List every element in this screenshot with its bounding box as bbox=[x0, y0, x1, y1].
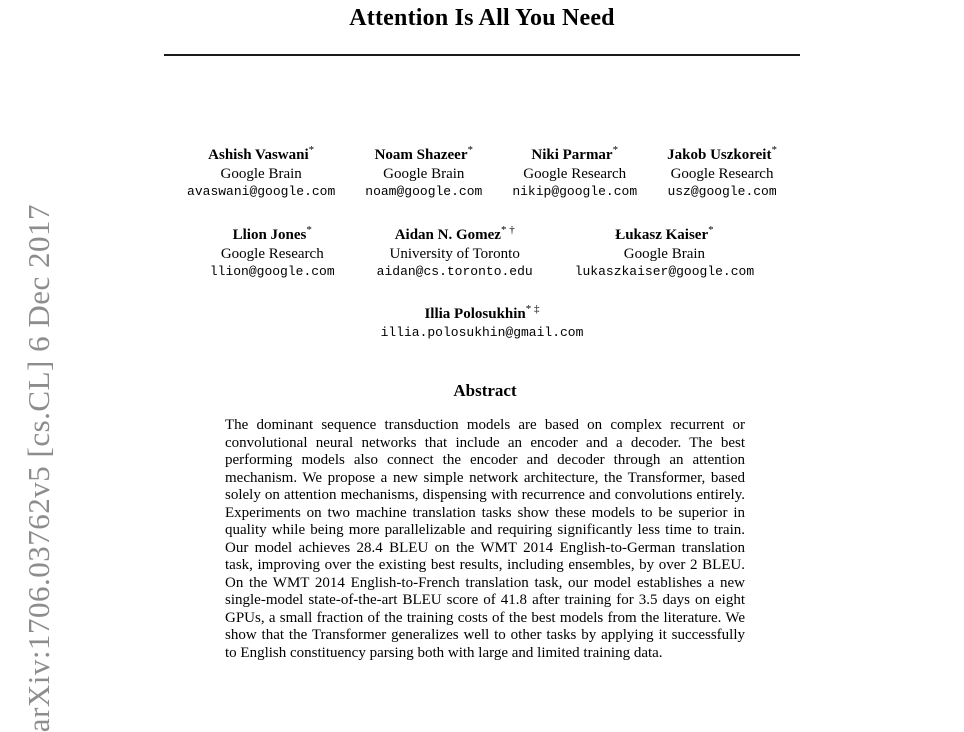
title-rule bbox=[164, 54, 800, 56]
arxiv-watermark: arXiv:1706.03762v5 [cs.CL] 6 Dec 2017 bbox=[21, 203, 56, 732]
authors-row-2 bbox=[0, 221, 964, 281]
author-email: illia.polosukhin@gmail.com bbox=[380, 325, 584, 340]
author-footnote-mark: * bbox=[771, 144, 777, 156]
author-block-vaswani bbox=[187, 141, 335, 201]
author-footnote-mark: * bbox=[308, 144, 315, 156]
author-name-text: Aidan N. Gomez bbox=[394, 227, 501, 243]
author-name-text: Łukasz Kaiser bbox=[615, 227, 709, 243]
author-name bbox=[365, 141, 482, 165]
author-footnote-mark: * bbox=[612, 144, 619, 156]
author-name-text: Llion Jones bbox=[232, 227, 307, 243]
author-affiliation: Google Brain bbox=[220, 166, 302, 182]
abstract-text: The dominant sequence transduction models are based on complex recurrent or convolutional neural networks that include an encoder and a decoder. The best performing models also connect the encoder and decoder through an attention mechanism. We propose a new simple network architecture, the Transformer, based solely on attention mechanisms, dispensing with recurrence and convolutions entirely. Experiments on two machine translation tasks show these models to be superior in quality while being more parallelizable and requiring significantly less time to train. Our model achieves 28.4 BLEU on the WMT 2014 English-to-German translation task, improving over the existing best results, including ensembles, by over 2 BLEU. On the WMT 2014 English-to-French translation task, our model establishes a new single-model state-of-the-art BLEU score of 41.8 after training for 3.5 days on eight GPUs, a small fraction of the training costs of the best models from the literature. We show that the Transformer generalizes well to other tasks by applying it successfully to English constituency parsing both with large and limited training data. bbox=[225, 417, 745, 661]
author-name-text: Niki Parmar bbox=[531, 147, 613, 163]
author-block-parmar bbox=[512, 141, 637, 201]
author-block-jones bbox=[210, 221, 335, 281]
author-footnote-mark: * bbox=[467, 144, 473, 156]
author-email: avaswani@google.com bbox=[187, 184, 336, 199]
author-name bbox=[377, 221, 533, 245]
author-affiliation: University of Toronto bbox=[389, 246, 520, 262]
author-affiliation: Google Brain bbox=[623, 246, 706, 262]
abstract-heading: Abstract bbox=[453, 381, 517, 400]
author-name bbox=[187, 141, 335, 165]
author-affiliation: Google Brain bbox=[383, 166, 465, 182]
author-name-text: Jakob Uszkoreit bbox=[667, 147, 772, 163]
author-email: llion@google.com bbox=[209, 264, 335, 279]
author-name-text: Ashish Vaswani bbox=[208, 147, 309, 163]
author-email: usz@google.com bbox=[667, 184, 777, 199]
author-affiliation: Google Research bbox=[523, 166, 627, 182]
author-name-text: Noam Shazeer bbox=[374, 147, 468, 163]
author-name bbox=[575, 221, 754, 245]
paper-title: Attention Is All You Need bbox=[349, 5, 615, 31]
authors-row-1 bbox=[0, 141, 964, 201]
author-footnote-mark: * bbox=[306, 224, 312, 236]
author-email: aidan@cs.toronto.edu bbox=[376, 264, 533, 279]
author-affiliation: Google Research bbox=[670, 166, 774, 182]
author-email: nikip@google.com bbox=[512, 184, 638, 199]
author-name bbox=[210, 221, 335, 245]
author-name bbox=[512, 141, 637, 165]
author-email: noam@google.com bbox=[365, 184, 483, 199]
author-name bbox=[667, 141, 777, 165]
author-block-shazeer bbox=[365, 141, 482, 201]
author-name bbox=[381, 300, 584, 324]
author-block-uszkoreit bbox=[667, 141, 777, 201]
authors-row-3 bbox=[0, 300, 964, 342]
author-email: lukaszkaiser@google.com bbox=[574, 264, 755, 279]
author-affiliation: Google Research bbox=[220, 246, 324, 262]
author-block-gomez bbox=[377, 221, 533, 281]
author-footnote-mark: * † bbox=[500, 224, 515, 236]
author-name-text: Illia Polosukhin bbox=[424, 306, 526, 322]
author-footnote-mark: * ‡ bbox=[525, 303, 540, 315]
author-footnote-mark: * bbox=[708, 224, 714, 236]
author-block-kaiser bbox=[575, 221, 754, 281]
author-block-polosukhin bbox=[381, 300, 584, 342]
